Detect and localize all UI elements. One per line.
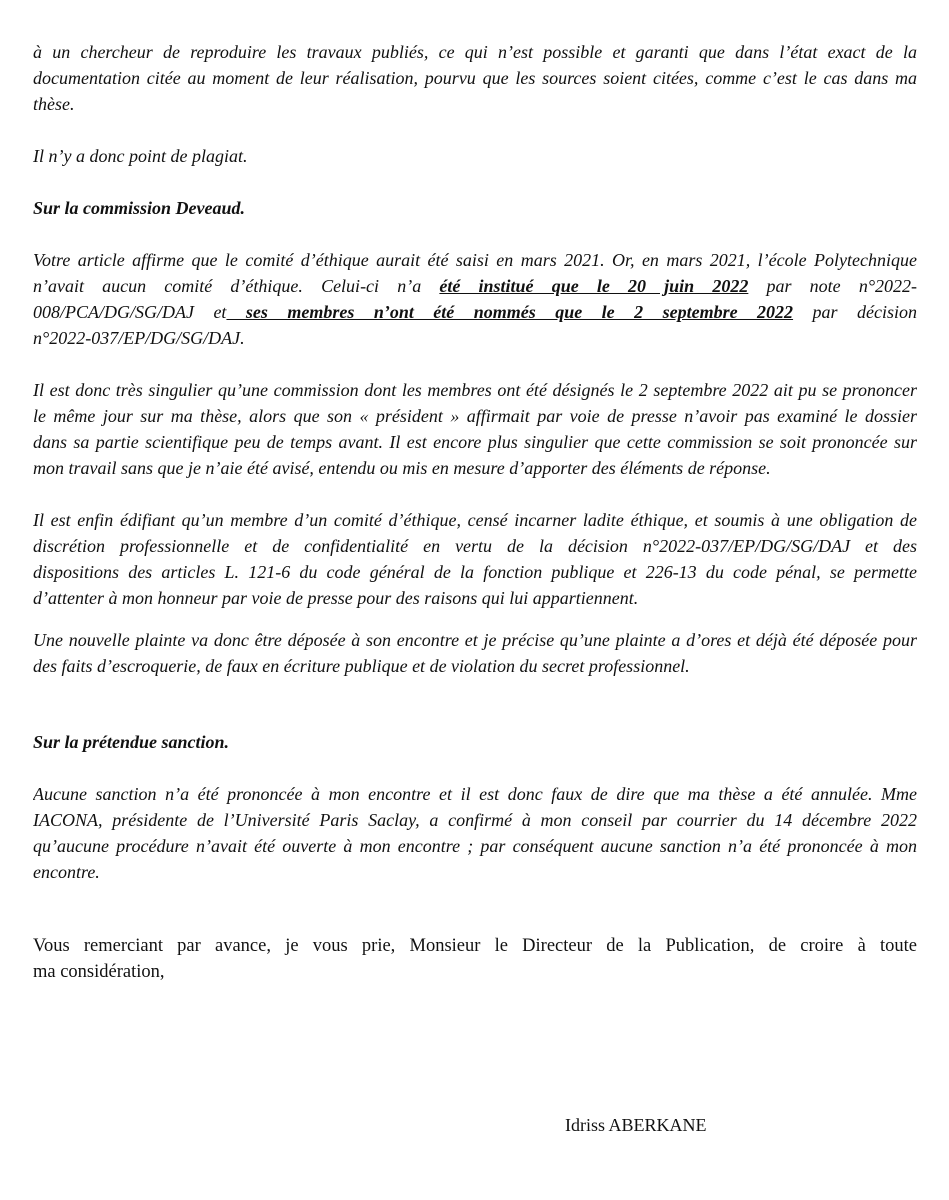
text-line bbox=[33, 429, 917, 455]
paragraph-reproduction bbox=[33, 39, 917, 117]
text-segment: par note n°2022- bbox=[748, 276, 917, 296]
paragraph-ethics-committee bbox=[33, 247, 917, 351]
text-segment: 008/PCA/DG/SG/DAJ et bbox=[33, 302, 227, 322]
signature: Idriss ABERKANE bbox=[565, 1115, 707, 1135]
text-line bbox=[33, 627, 917, 653]
paragraph-complaint bbox=[33, 627, 917, 679]
text-segment: Sur la prétendue sanction. bbox=[33, 732, 230, 752]
heading-commission bbox=[33, 195, 917, 221]
emphasized-text: ses membres n’ont été nommés que le 2 septembre 2022 bbox=[226, 302, 794, 322]
text-line bbox=[33, 143, 917, 169]
text-line bbox=[33, 247, 917, 273]
text-line bbox=[33, 403, 917, 429]
text-segment: Vous remerciant par avance, je vous prie, Monsieur le Directeur de la Publication, de croire à toute bbox=[33, 936, 917, 956]
text-segment: Il n’y a donc point de plagiat. bbox=[33, 146, 248, 166]
text-line bbox=[33, 859, 917, 885]
text-line bbox=[33, 65, 917, 91]
text-segment: dans sa partie scientifique peu de temps avant. Il est encore plus singulier que cette commission se soit prononcée sur bbox=[33, 432, 917, 452]
text-line bbox=[33, 273, 917, 299]
text-segment: IACONA, présidente de l’Université Paris Saclay, a confirmé à mon conseil par courrier du 14 décembre 2022 bbox=[33, 810, 917, 830]
text-line bbox=[33, 585, 917, 611]
text-segment: encontre. bbox=[33, 862, 100, 882]
text-line bbox=[33, 533, 917, 559]
paragraph-no-sanction bbox=[33, 781, 917, 885]
text-line bbox=[33, 807, 917, 833]
text-segment: Aucune sanction n’a été prononcée à mon encontre et il est donc faux de dire que ma thèse a été annulée. Mme bbox=[33, 784, 917, 804]
text-line bbox=[33, 39, 917, 65]
text-segment: documentation citée au moment de leur réalisation, pourvu que les sources soient citées, comme c’est le cas dans ma bbox=[33, 68, 917, 88]
text-line bbox=[33, 729, 917, 755]
text-segment: ma considération, bbox=[33, 962, 165, 982]
text-segment: Une nouvelle plainte va donc être déposée à son encontre et je précise qu’une plainte a d’ores et déjà été déposée pour bbox=[33, 630, 917, 650]
text-segment: n°2022-037/EP/DG/SG/DAJ. bbox=[33, 328, 245, 348]
emphasized-text: été institué que le 20 juin 2022 bbox=[439, 276, 749, 296]
heading-sanction bbox=[33, 729, 917, 755]
paragraph-no-plagiarism bbox=[33, 143, 917, 169]
text-line bbox=[33, 325, 917, 351]
text-line bbox=[33, 559, 917, 585]
text-segment: dispositions des articles L. 121-6 du code général de la fonction publique et 226-13 du code pénal, se permette bbox=[33, 562, 917, 582]
text-segment: mon travail sans que je n’aie été avisé, entendu ou mis en mesure d’apporter des éléments de réponse. bbox=[33, 458, 771, 478]
text-segment: à un chercheur de reproduire les travaux publiés, ce qui n’est possible et garanti que dans l’état exact de la bbox=[33, 42, 917, 62]
text-segment: Il est enfin édifiant qu’un membre d’un comité d’éthique, censé incarner ladite éthique, et soumis à une obligation de bbox=[33, 510, 917, 530]
closing-formula bbox=[33, 933, 917, 985]
text-line bbox=[33, 195, 917, 221]
text-segment: d’attenter à mon honneur par voie de presse pour des raisons qui lui appartiennent. bbox=[33, 588, 639, 608]
text-line bbox=[33, 833, 917, 859]
text-segment: n’avait aucun comité d’éthique. Celui-ci n’a bbox=[33, 276, 440, 296]
paragraph-confidentiality bbox=[33, 507, 917, 611]
text-segment: qu’aucune procédure n’avait été ouverte à mon encontre ; par conséquent aucune sanction n’a été prononcée à mon bbox=[33, 836, 917, 856]
text-line bbox=[33, 299, 917, 325]
text-line bbox=[33, 959, 917, 985]
text-line bbox=[33, 653, 917, 679]
text-segment: thèse. bbox=[33, 94, 75, 114]
text-line bbox=[33, 781, 917, 807]
text-line bbox=[33, 377, 917, 403]
text-line bbox=[33, 455, 917, 481]
text-line bbox=[33, 507, 917, 533]
paragraph-singular bbox=[33, 377, 917, 481]
text-segment: Il est donc très singulier qu’une commission dont les membres ont été désignés le 2 septembre 2022 ait pu se prononcer bbox=[33, 380, 917, 400]
text-segment: Votre article affirme que le comité d’éthique aurait été saisi en mars 2021. Or, en mars 2021, l’école Polytechnique bbox=[33, 250, 917, 270]
text-segment: des faits d’escroquerie, de faux en écriture publique et de violation du secret professionnel. bbox=[33, 656, 690, 676]
text-segment: Sur la commission Deveaud. bbox=[33, 198, 246, 218]
text-segment: par décision bbox=[793, 302, 917, 322]
text-segment: le même jour sur ma thèse, alors que son « président » affirmait par voie de presse n’avoir pas examiné le dossier bbox=[33, 406, 917, 426]
text-line bbox=[33, 91, 917, 117]
text-segment: discrétion professionnelle et de confidentialité en vertu de la décision n°2022-037/EP/DG/SG/DAJ et des bbox=[33, 536, 917, 556]
text-line bbox=[33, 933, 917, 959]
